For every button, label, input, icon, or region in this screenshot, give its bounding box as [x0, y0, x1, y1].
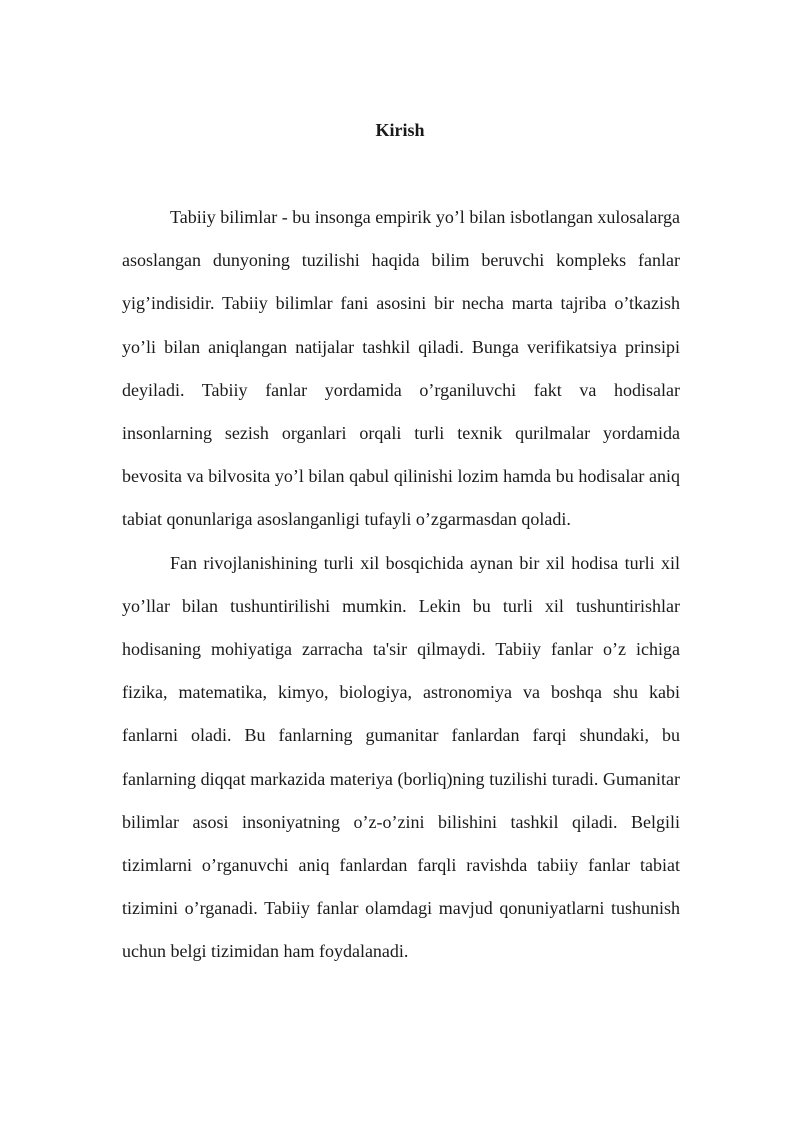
paragraph-2: Fan rivojlanishining turli xil bosqichida aynan bir xil hodisa turli xil yo’llar bilan tushuntirilishi mumkin. Lekin bu turli xil tushuntirishlar hodisaning mohiyatiga zarracha ta'sir qilmaydi. Tabiiy fanlar o’z ichiga fizika, matematika, kimyo, biologiya, astronomiya va boshqa shu kabi fanlarni oladi. Bu fanlarning gumanitar fanlardan farqi shundaki, bu fanlarning diqqat markazida materiya (borliq)ning tuzilishi turadi. Gumanitar bilimlar asosi insoniyatning o’z-o’zini bilishini tashkil qiladi. Belgili tizimlarni o’rganuvchi aniq fanlardan farqli ravishda tabiiy fanlar tabiat tizimini o’rganadi. Tabiiy fanlar olamdagi mavjud qonuniyatlarni tushunish uchun belgi tizimidan ham foydalanadi.	[122, 552, 680, 962]
paragraph-1: Tabiiy bilimlar - bu insonga empirik yo’l bilan isbotlangan xulosalarga asoslangan dunyoning tuzilishi haqida bilim beruvchi kompleks fanlar yig’indisidir. Tabiiy bilimlar fani asosini bir necha marta tajriba o’tkazish yo’li bilan aniqlangan natijalar tashkil qiladi. Bunga verifikatsiya prinsipi deyiladi. Tabiiy fanlar yordamida o’rganiluvchi fakt va hodisalar insonlarning sezish organlari orqali turli texnik qurilmalar yordamida bevosita va bilvosita yo’l bilan qabul qilinishi lozim hamda bu hodisalar aniq tabiat qonunlariga asoslanganligi tufayli o’zgarmasdan qoladi.	[122, 207, 680, 530]
document-body	[122, 196, 680, 974]
page-title: Kirish	[375, 120, 425, 140]
